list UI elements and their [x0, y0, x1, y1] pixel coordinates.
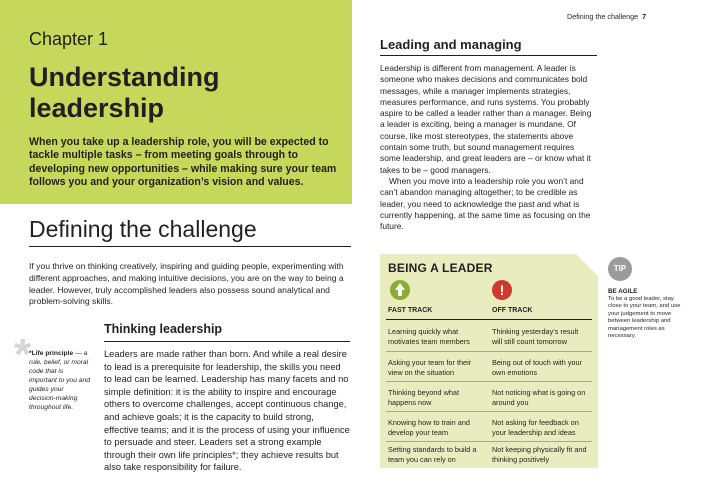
- page-number: 7: [642, 12, 647, 21]
- section-title: Defining the challenge: [29, 216, 257, 242]
- fast-track-item: Knowing how to train and develop your team: [388, 418, 470, 438]
- chapter-title: [29, 62, 329, 124]
- exclamation-icon: !: [492, 280, 512, 300]
- chapter-banner: [0, 0, 352, 204]
- chapter-title-line1: Understanding: [29, 62, 220, 92]
- off-track-item: Thinking yesterday’s result will still count tomorrow: [492, 327, 579, 347]
- off-track-item: Not asking for feedback on your leadership and ideas: [492, 418, 579, 438]
- being-a-leader-box: [380, 254, 598, 468]
- chapter-intro: When you take up a leadership role, you will be expected to tackle multiple tasks – from meeting goals through to developing new opportunities – while making sure your team follows you and your organization’s vision and values.: [29, 136, 337, 189]
- off-track-heading: OFF TRACK: [492, 307, 533, 314]
- section-divider: [29, 246, 351, 247]
- row-divider: [386, 351, 592, 352]
- tip-title: BE AGILE: [608, 288, 638, 295]
- fast-track-item: Thinking beyond what happens now: [388, 388, 459, 408]
- up-arrow-icon: [390, 280, 410, 300]
- leading-body: [380, 63, 596, 232]
- life-principle-dash: —: [73, 350, 84, 357]
- off-track-item: Not noticing what is going on around you: [492, 388, 586, 408]
- heading-divider: [386, 319, 592, 320]
- running-title: Defining the challenge: [567, 12, 639, 21]
- thinking-body: Leaders are made rather than born. And while a real desire to lead is a prerequisite for leadership, the skills you need to lead can be learned. Leadership has many facets and no simple definition: it is the ability to inspire and encourage others to overcome challenges, accept continuous change, and achieve goals; it is the capacity to build strong, effective teams; and it is the process of using your influence to persuade and steer. Leaders set a strong example through their own life principles*; they achieve results but also take responsibility for failure.: [104, 349, 350, 473]
- thinking-divider: [104, 341, 350, 342]
- fast-track-heading: FAST TRACK: [388, 307, 433, 314]
- life-principle-definition: a rule, belief, or moral code that is important to you and guides your decision-making throughout life.: [29, 350, 90, 411]
- tip-badge: TIP: [608, 257, 632, 281]
- leading-para-2: When you move into a leadership role you won’t and can’t abandon managing altogether; to be credible as leader, you need to acknowledge the past and what is currently happening, at the same time as focusing on the future.: [380, 175, 591, 232]
- running-head: [567, 12, 646, 21]
- fast-track-item: Setting standards to build a team you can rely on: [388, 445, 477, 465]
- thinking-title: Thinking leadership: [104, 322, 223, 336]
- leading-title: Leading and managing: [380, 37, 522, 52]
- box-corner-cut: [576, 254, 598, 276]
- chapter-title-line2: leadership: [29, 93, 165, 123]
- row-divider: [386, 441, 592, 442]
- fast-track-item: Learning quickly what motivates team members: [388, 327, 470, 347]
- leading-divider: [380, 55, 597, 56]
- life-principle-term: *Life principle: [29, 350, 74, 357]
- fast-track-item: Asking your team for their view on the situation: [388, 358, 472, 378]
- tip-text: To be a good leader, stay close to your team, and use your judgement to move between leadership and management roles as necessary.: [608, 296, 681, 340]
- leading-para-1: Leadership is different from management. A leader is someone who makes decisions and communicates bold messages, while a manager implements strategies, measures performance, and runs systems. You probably aspire to be called a leader rather than a manager. Being a leader is exciting, being a manager is mundane. Of course, like most stereotypes, the statements above contain some truth, but sound management requires some leadership, and great leaders are – or know what it takes to be – good managers.: [380, 63, 592, 175]
- box-title: BEING A LEADER: [388, 261, 493, 275]
- asterisk-icon: *: [14, 330, 32, 379]
- off-track-item: Being out of touch with your own emotions: [492, 358, 583, 378]
- off-track-item: Not keeping physically fit and thinking positively: [492, 445, 587, 465]
- section-intro: If you thrive on thinking creatively, inspiring and guiding people, experimenting with different approaches, and making intuitive decisions, you are on the way to being a leader. However, truly accomplished leaders also possess sound analytical and problem-solving skills.: [29, 261, 344, 307]
- life-principle-note: [29, 349, 91, 412]
- row-divider: [386, 381, 592, 382]
- row-divider: [386, 411, 592, 412]
- chapter-label: Chapter 1: [29, 29, 109, 49]
